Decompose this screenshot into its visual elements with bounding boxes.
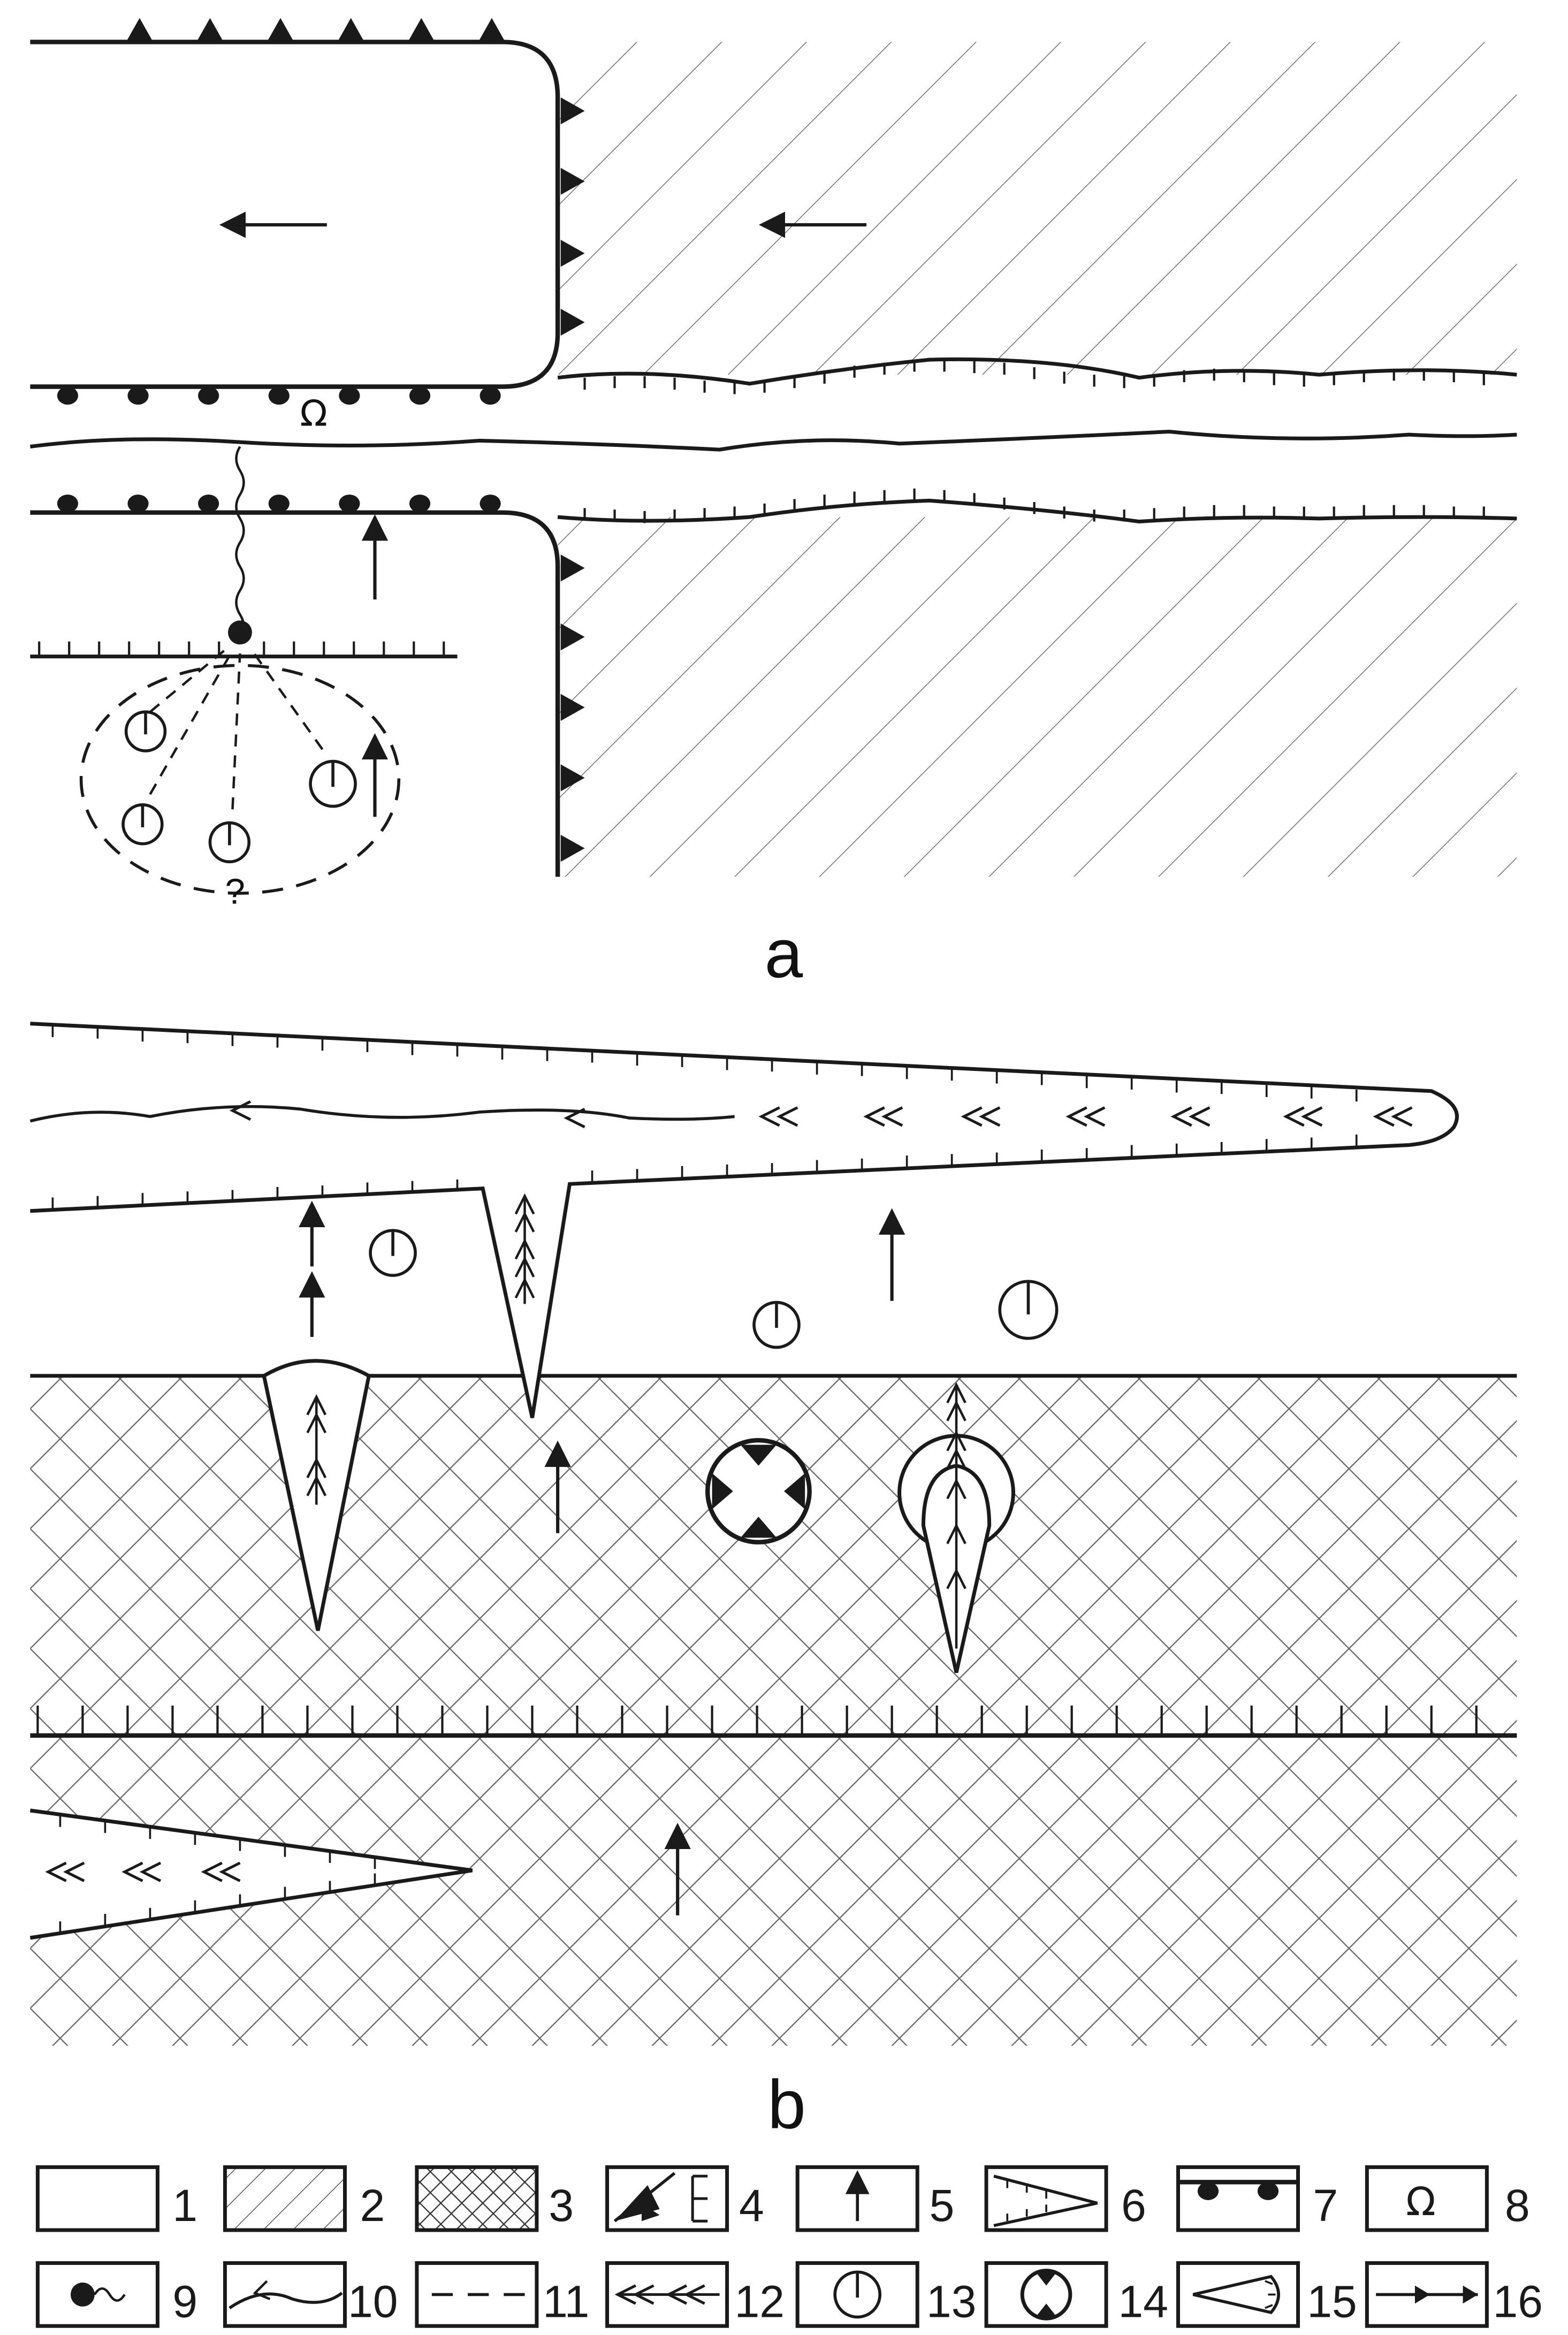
svg-text:11: 11 (543, 2276, 590, 2327)
legend-item-11 (417, 2263, 589, 2327)
legend-item-8 (1367, 2167, 1529, 2231)
panel-a-label: a (764, 915, 803, 992)
svg-text:3: 3 (549, 2180, 574, 2231)
legend-item-10 (225, 2263, 398, 2327)
svg-text:13: 13 (926, 2276, 977, 2327)
panel-b-label: b (767, 2066, 806, 2143)
circle-tick-symbols-a (123, 712, 355, 862)
upper-block (30, 42, 558, 386)
source-dot (228, 620, 252, 644)
legend-item-12 (607, 2263, 785, 2327)
svg-text:14: 14 (1118, 2276, 1168, 2327)
channel-middle-line (30, 432, 1517, 450)
omega-label: Ω (300, 392, 328, 435)
legend-item-14 (986, 2263, 1168, 2327)
legend-item-1 (37, 2167, 197, 2231)
crosshatch-layer-upper (30, 1376, 1517, 1736)
legend-item-5 (797, 2167, 954, 2231)
svg-text:Ω: Ω (1406, 2179, 1436, 2225)
question-mark: ? (225, 871, 245, 912)
legend (37, 2167, 1543, 2326)
lower-block (30, 513, 558, 877)
svg-text:15: 15 (1307, 2276, 1357, 2327)
svg-text:8: 8 (1504, 2180, 1530, 2231)
circle-tick-symbols-b (370, 1230, 1057, 1347)
long-wedge-top (30, 1024, 1457, 1418)
legend-item-6 (986, 2167, 1146, 2231)
panel-a (30, 18, 1517, 992)
svg-text:1: 1 (172, 2180, 198, 2231)
hatched-plate-upper (558, 42, 1517, 375)
svg-text:9: 9 (172, 2276, 198, 2327)
legend-item-3 (417, 2167, 574, 2231)
legend-item-16 (1367, 2263, 1543, 2327)
legend-item-2 (225, 2167, 385, 2231)
dot-row-lower (57, 495, 501, 513)
svg-text:6: 6 (1121, 2180, 1146, 2231)
legend-item-4 (607, 2167, 764, 2231)
legend-item-15 (1178, 2263, 1357, 2327)
dot-row-upper (57, 386, 501, 405)
svg-text:16: 16 (1493, 2276, 1543, 2327)
legend-item-13 (797, 2263, 976, 2327)
svg-text:7: 7 (1313, 2180, 1338, 2231)
svg-text:10: 10 (348, 2276, 398, 2327)
legend-item-7 (1178, 2167, 1338, 2231)
hatched-plate-lower (558, 517, 1517, 877)
legend-item-9 (37, 2263, 197, 2327)
top-thrust-triangles (126, 18, 505, 42)
svg-text:12: 12 (734, 2276, 785, 2327)
svg-text:5: 5 (929, 2180, 955, 2231)
panel-b (30, 1024, 1517, 2143)
channel-ticks (585, 360, 1484, 523)
svg-text:4: 4 (739, 2180, 764, 2231)
circle-triangles-symbol (707, 1440, 809, 1542)
svg-text:2: 2 (360, 2180, 385, 2231)
